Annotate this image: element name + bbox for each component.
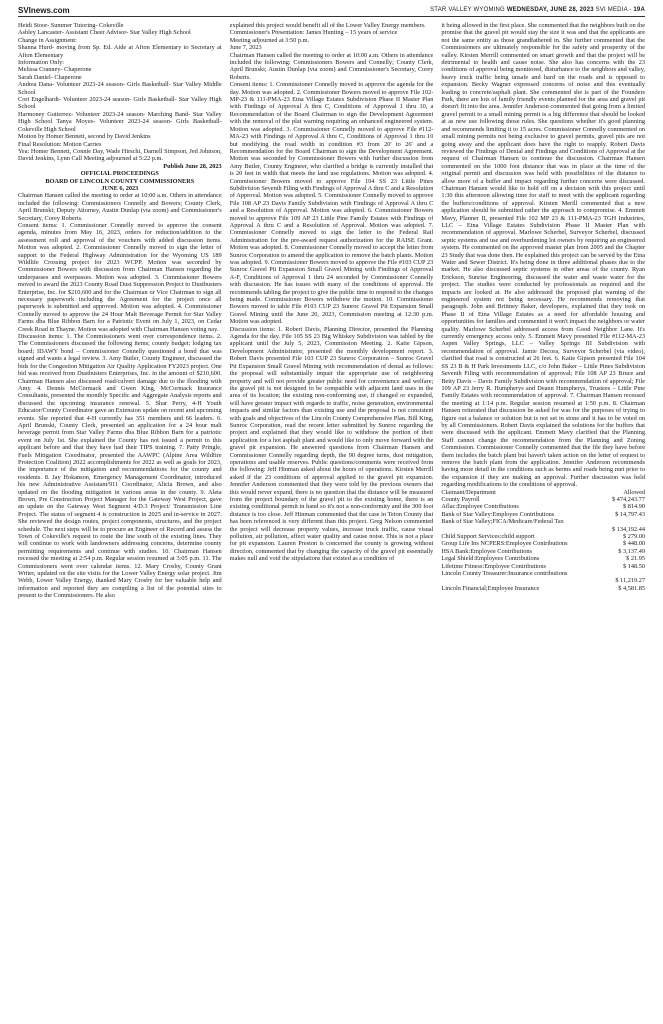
ledger-header-left: Claimant/Department [441,488,496,496]
paragraph: Shanna Hurd- moving from Sp. Ed. Aide at Afton Elementary to Secretary at Afton Elementary [18,44,222,59]
ledger-claimant: Child Support Services:child support [441,533,535,541]
paragraph: Harmoney Gutierrez- Volunteer 2023-24 season- Marching Band- Star Valley High School Tanya Moyes- Volunteer 2023-24 season- Girls Basketball- Cokeville High School [18,110,222,133]
paragraph: OFFICIAL PROCEEDINGS [80,170,159,178]
ledger-amount: $ 21.95 [626,555,646,563]
paragraph: Information Only: [18,59,64,67]
paragraph: Meeting adjourned at 3:50 p.m. [229,36,310,44]
ledger-amount: $ 814.90 [622,503,646,511]
ledger-amount [641,570,645,577]
ledger-row [441,548,645,555]
ledger-row [441,533,645,540]
ledger-row [441,503,645,510]
proceedings-body [18,192,222,599]
ledger-claimant: Legal Shield:Employees Contributions [441,555,540,563]
paragraph: Consent items: 1. Commissioner Connelly moved to approve the agenda for the day. Motion was adopted. 2. Commissioner Bowers moved to approve File 102-MP-23 & 111-PMA-23 Etna Village Estates Subdivision Phase II Master Plan with Findings of Approval A thru C, Conditions of Approval 1 thru 10, a Recommendation of the Board Chairman to sign the Development Agreement with the removal of the plat warning requiring an enhanced engineered system. Motion was adopted. 3. Commissioner Connelly moved to approve File #112-MA-23 with Findings of Approval A thru C, Conditions of Approval 1 thru 10 but modifying the road width in condition #3 from 20' to 26' and a Recommendation for the Board Chairman to sign the Development Agreement. Motion was seconded by Commissioner Bowers with further discussion from Amy Butler, County Engineer, who clarified a bridge is currently installed that is 20 feet in width that meets the land use regulations. Motion was adopted. 4. Commissioner Bowers moved to approve File 104 SS 23 Little Pines Subdivision Seventh Filing with Findings of Approval A thru C and a Resolution of Approval. Motion was adopted. 5. Commissioner Connelly moved to approve File 108 AP 23 Davis Family Subdivision with Findings of Approval A thru C and a Resolution of Approval. Motion was adopted. 6. Commissioner Bowers moved to approve File 109 AP 23 Little Pine Family Estates with Findings of Approval A thru C and a Resolution of Approval. Motion was adopted. 7. Commissioner Connelly moved to sign the letter to the Federal Rail Administration for the pre-award request authorization for the RAISE Grant. Motion was adopted. 8. Commissioner Connelly moved to accept the letter from Sunroc Corporation to amend the application to remove the batch plants. Motion was adopted. 9. Commissioner Bowers moved to approve the File #103 CUP 23 Sunroc Gravel Pit Expansion Small Gravel Mining with Findings of Approval A-F, Conditions of Approval 1 thru 24 seconded by Commissioner Connelly with discussion. He has issues with many of the conditions of approval. He recommends tabling the project to give the public time to respond to the changes being made. Commissioner Bowers withdrew the motion. 10. Commissioner Bowers moved to table File #103 CUP 23 Sunroc Gravel Pit Expansion Small Gravel Mining until the June 20, 2023, Commission meeting at 12:30 p.m. Motion was adopted. [229,81,434,326]
ledger-claimant: Lifetime Fitness:Employee Contributions [441,562,546,570]
paragraph: Final Resolution: Motion Carries [18,140,102,148]
proceedings-heading [18,170,222,192]
paragraph: Discussion items: 1. Robert Davis, Planning Director, presented the Planning Agenda for the day. File 105 SS 23 Big Whiskey Subdivision was tabled by the applicant until the July 5, 2023, Commission Meeting. 2. Katie Gipson, Development Administrator, presented the monthly development report. 3. Robert Davis presented File 103 CUP 23 Sunroc Corporation – Sunroc Gravel Pit Expansion Small Gravel Mining with recommendation of denial as follows: the proposal will substantially impair the appropriate use of neighboring property and will not provide greater public need for convenience and welfare; the gravel pit is not designed to be compatible with adjacent land uses in the area of its location; the existing non-conforming use, if changed or expanded, will have greater impact with regards to traffic, noise generation, environmental impacts and similar factors than existing use and the proposal is not consistent with goals and objectives of the Lincoln County Comprehensive Plan. Bill King, Sunroc Corporation, read the recent letter submitted by Sunroc regarding the project and explained that they would like to withdraw the portion of their application for a hot asphalt plant and would like to only move forward with the gravel pit expansion. He answered questions from Chairman Hansen and Commissioner Connelly regarding depth, the 90 degree turns, dust mitigation, operations and usable reserves. Public questions/comments were received from the following: Jeff Hinman asked about the hours of operations. Kirsten Merrill asked if the 23 conditions of approval applied to the gravel pit expansion. Jennifer Anderson commented that they were told by the previous owners that this would never expand, there is no question that the distance will be measured from the project boundary of the gravel pit to the existing home, there is an existing conditional permit in hand so it's not a non-conformity and the 300 foot distance is too close. Jeff Hinman commented that the case in Teton County that has been referenced is very different than this project. Greg Nelson commented the project will decrease property values, increase truck traffic, cause visual pollution, air pollution, affect water quality and cause noise. This is not a place for pit expansion. Lauren Preston is concerned the county is growing without direction, commented that by changing the capacity of the gravel pit essentially makes null and void the stipulations that existed as a condition of [229,325,434,563]
issue-date: WEDNESDAY, JUNE 28, 2023 [506,7,594,13]
ledger-row [441,563,645,570]
ledger-amount: $ 4,581.85 [618,584,646,592]
paragraph: Change in Assignment: [18,36,77,44]
paragraph: Yea: Homer Bennett, Connie Day, Wade Hirschi, Darnell Simpson, Jed Johnson, David Jenkins, Lynn Call Meeting adjourned at 5:22 p.m. [18,147,222,163]
column-3 [441,22,645,1020]
ledger-amount: $ 3,137.49 [618,547,646,555]
ledger-claimant: County Payroll [441,496,480,503]
ledger-header-right: Allowed [623,488,646,496]
paragraph: it being allowed in the first place. She commented that the neighbors built on the promise that the gravel pit would stay the size it was and that the applicants are not the same entity as those grandfathered in. She further commented that the Commissioners are ultimately responsible for the safety and prosperity of the valley. Kirsten Merrill commented on smart growth and that the project will be detrimental to health and cause noise. She also has concerns with the 23 conditions of approval being monitored, disturbance to the neighbors and valley, heavy truck traffic being unsafe and hard on the roads and is opposed to expansion. Becky Wagner expressed concerns of noise and this eventually leading to concrete/asphalt plant. She commented she is part of the Founders Park, there are lots of family friendly events planned for the area and gravel pit doesn't fit into the area. Jennifer Anderson commented that going from a limited gravel permit to a small mining permit is a big difference that should be looked at as new use following those rules. She questions whether it's good planning and recommends limiting it to 15 acres. Commissioner Connelly commented on small mining permits not being exclusive to gravel permits, gravel pits are not going away and the applicant does have the right to reapply. Robert Davis reviewed the Findings of Denial and Findings and Conditions of Approval at the request of Chairman Hansen to continue the discussion. Chairman Hansen commented on the 1000 foot distance that was in place at the time of the original permit and discussion was held with possibilities of the distance to allow more of a buffer and impact regarding further concerns were discussed. Chairman Hansen would like to hold off on a decision with this project until 1:30 this afternoon allowing time for staff to meet with the applicant regarding the buffers/conditions of approval. Kirsten Merill commented that a new application should be submitted rather the approach to compromise. 4. Emmett Mavy, Planner II, presented File 102 MP 23 & 111-PMA-23 TGH Industries, LLC – Etna Village Estates Subdivision Phase II Master Plan with recommendation of approval. Marlowe Scherbel, Surveyor Scherbel, discussed septic systems and use and overburdening lot owners by requiring an engineered system. He commented on the approved master plan from 2005 and the Chapter 23 Study that was done then. He explained this project can be served by the Etna Water and Sewer District. It's being done in three additional phases due to the market. He also discussed septic systems in other areas of the county. Ryan Erickson, Sunrise Engineering, discussed the water and waste water for the project. The studies were conducted by professionals as required and the impacts are looked at. He also addressed the proposed plat warning of the engineered system not being necessary. He recommends removing that paragraph. John and Brittney Baker, developers, explained that they took on Phase II of Etna Village Estates as a need for affordable housing and opportunities for families and commented it won't impact the neighbors or water quality. Marlowe Scherbel addressed access from Good Neighbor Lane. It's currently emergency access only. 5. Emmett Mavy presented File #112-MA-23 Aspen Valley Springs, LLC – Valley Springs III Subdivision with recommendation of approval. Jamie Decora, Surveyor Scherbel (via video), clarified that road is constructed at 26 feet. 6. Katie Gipson presented File 104 SS 23 B & H Park Investments LLC, c/o John Baker – Little Pines Subdivision Seventh Filing with recommendation of approval; File 108 AP 23 Bruce and Betty Davis – Davis Family Subdivision with recommendation of approval; File 109 AP 23 Jerry R. Humpherys and Deann Humpherys, Trustees – Little Pine Family Estates with recommendation of approval. 7. Chairman Hansen recessed the meeting at 1:14 p.m. Regular session resumed at 1:50 p.m. 8. Chairman Hansen reiterated that discussion be asked for was for the purposes of trying to figure out a balance or solution but is not set in stone and it has to be voted on by all Commissioners. Robert Davis explained the solutions for the buffers that were discussed with the applicant. Emmett Mavy clarified that the Planning Staff cannot change the recommendation from the Planning and Zoning Commission. Commissioner Connelly commented that the file they have before them includes the batch plant but haven't taken action on the letter of request to remove the batch plant from the application. Jennifer Anderson recommends having more detail in the conditions such as berms and roads being met prior to the expansion if they are making an approval. Further discussion was held regarding modifications to the conditions of approval. [441,22,646,489]
ledger-claimant: Bank of Star Valley:Employee Contributions [441,510,555,518]
school-board-notice [18,22,222,163]
claims-ledger [441,489,645,593]
ledger-amount: $ 11,219.27 [615,577,646,585]
paragraph: JUNE 6, 2023 [101,184,139,192]
paragraph: Heidi Stoor- Summer Tutoring- Cokeville [18,22,124,29]
ledger-claimant: Lincoln Financial;Employee Insurance [441,584,540,592]
ledger-row [441,496,645,503]
paragraph: Chairman Hansen called the meeting to order at 10:00 a.m. Others in attendance included the following: Commissioners Connelly and Bowers; County Clerk, April Brunski; Deputy Attorney, Austin Dunlap (via zoom) and Commissioner's Secretary, Corey Roberts. [18,192,222,222]
folio: STAR VALLEY WYOMING WEDNESDAY, JUNE 28, 2023 SVI MEDIA - 19A [430,7,645,13]
paragraph: Andrea Dana- Volunteer 2023-24 season- Girls Basketball- Star Valley Middle School [18,81,222,96]
ledger-header [441,489,645,496]
ledger-amount: $ 279.00 [622,533,646,541]
column-3-body [441,22,645,489]
ledger-amount: $ 14,797.43 [615,510,646,518]
site-name[interactable]: SVInews.com [18,5,70,15]
ledger-row [441,555,645,562]
ledger-amount: $ 148.50 [622,562,646,570]
ledger-row [441,585,645,592]
paragraph: Consent items: 1. Commissioner Connelly moved to approve the consent agenda, minutes from May 16, 2023, orders for reduction/addition to the assessment roll and approval of the vouchers with added discussion items. Motion was adopted. 2. Commissioner Connelly moved to sign the letter of support to the Federal Highway Administration for the Wyoming US 189 Wildlife Crossing project for 2023 WCPP. Motion was seconded by Commissioner Bowers with discussion from Chairman Hansen regarding the underpasses and overpasses. Motion was adopted. 3. Commissioner Bowers moved to award the 2023 County Road Dust Suppression Project to Dustbusters Enterprise, Inc. for $210,600 and for the Chairman or Vice Chairman to sign all necessary paperwork including the Agreement for the project once all paperwork is submitted and approved. Motion was adopted. 4. Commissioner Connelly moved to approve the 24 Hour Malt Beverage Permit for Star Valley Farms dba Blue Ribbon Barn for a Patriotic Event on July 1, 2023, on Cedar Creek Road in Thayne. Motion was adopted with Chairman Hansen voting nay. [18,221,222,333]
paragraph: BOARD OF LINCOLN COUNTY COMMISSIONERS [45,177,195,185]
paragraph: Chairman Hansen called the meeting to order at 10:00 a.m. Others in attendance included the following: Commissioners Bowers and Connelly; County Clerk, April Brunski; Austin Dunlap (via zoom) and Commissioner's Secretary, Corey Roberts. [229,51,434,81]
publish-date-line: Publish June 28, 2023 [163,162,222,170]
ledger-amount [641,518,645,525]
ledger-claimant: Bank of Star Valley;FICA/Medicare/Federal Tax [441,518,564,526]
paragraph: explained this project would benefit all of the Lower Valley Energy members. [229,22,426,29]
ledger-amount: $ 134,192.44 [611,525,646,533]
paragraph: June 7, 2023 [229,44,262,52]
ledger-row [441,511,645,518]
paragraph: Commissioner's Presentation: James Hunting – 15 years of service [229,29,398,37]
column-2 [230,22,434,1020]
ledger-row [441,577,645,584]
column-1 [18,22,222,1020]
paragraph: Motion by Homer Bennett, second by David Jenkins [18,133,151,141]
ledger-amount: $ 448.00 [622,540,646,548]
ledger-row [441,518,645,525]
ledger-claimant: Group Life Ins NCPERS:Employee Contributions [441,540,568,548]
ledger-amount: $ 474,243.77 [611,496,646,503]
page-number: 19A [633,7,645,13]
paragraph: Cori Engelhardt- Volunteer 2023-24 season- Girls Basketball- Star Valley High School [18,96,222,111]
publication-name: STAR VALLEY WYOMING [430,7,505,13]
paragraph: Ashley Lancaster- Assistant Cheer Advisor- Star Valley High School [18,29,191,37]
ledger-rows [441,496,645,592]
section-name: SVI MEDIA [595,7,628,13]
ledger-claimant: Lincoln County Treasurer:Insurance contributions [441,570,568,578]
article-columns [18,22,645,1020]
masthead [18,4,645,17]
ledger-claimant: HSA Bank:Employee Contributions [441,547,532,555]
paragraph: Sarah Daniel- Chaperone [18,73,82,81]
ledger-row [441,570,645,577]
paragraph: Melissa Cranney- Chaperone [18,66,92,74]
ledger-row [441,526,645,533]
ledger-row [441,540,645,547]
ledger-claimant: Aflac:Employee Contributions [441,503,519,511]
paragraph: Discussion items: 1. The Commissioners went over correspondence items. 2. The Commissioners discussed the following items; county budget; lodging tax board; IDAWY bond – Commissioner Connelly questioned a bond that was signed and wants a legal review. 3. Amy Butler, County Engineer, discussed the bids for the Congestion Mitigation Air Quality Application FY2023 project. One bid was received from Dustbusters Enterprises, Inc. in the amount of $210,600. Chairman Hansen also discussed road/culvert damage due to the flooding with Amy. 4. Dennis McCormack and Gwen King, McCormack Insurance Consultants, presented the monthly Specific and Aggregate Analysis reports and discussed the upcoming insurance renewal. 5. Shar Perry, 4-H Youth Educator/County Coordinator gave an Extension update on recent and upcoming events. She reported that 4-H currently has 351 members and 66 leaders. 6. April Brunski, County Clerk, presented an application for a 24 hour malt beverage permit from Star Valley Farms dba Blue Ribbon Barn for a patriotic event on July 1st. She explained the County has not issued a permit to this applicant before and that they have had their TIPS training. 7. Patty Pringle, Fuels Mitigation Coordinator, presented the AAWPC (Alpine Area Wildfire Protection Coalition) 2022 accomplishments for 2022 as well as goals for 2023, the importance of the mitigation and recommendations for the county and residents. 8. Jay Hokanson, Emergency Management Coordinator, introduced his new Administrative Assistant/911 Coordinator, Alicia Brown, and also updated on the flooding mitigation in various areas in the county. 9. Aleta Brown, Pre Construction Project Manager for the Gateway West Project, gave an update on the Gateway West Segment 4/D.3 Project/ Transmission Line Project. The status of segment 4 is construction in 2025 and in-service in 2027. She reviewed the design routes, project components, structures, and the project schedule. The next steps will be to procure an Engineer of Record and assess the Town of Cokeville's request to route the line south of the existing lines. They will continue to work with landowners addressing concerns, determine county permitting requirements and continue with studies. 10. Chairman Hansen recessed the meeting at 2:54 p.m. Regular session resumed at 3:05 p.m. 11. The Commissioners went over calendar items. 12. Mary Crosby, County Grant Writer, updated on the site visits for the Lower Valley Energy solar project. Jim Webb, Lower Valley Energy, thanked Mary Crosby for her valuable help and information and reported they are compiling a list of the potential sites to present to the Commissioners. He also [18,333,222,600]
